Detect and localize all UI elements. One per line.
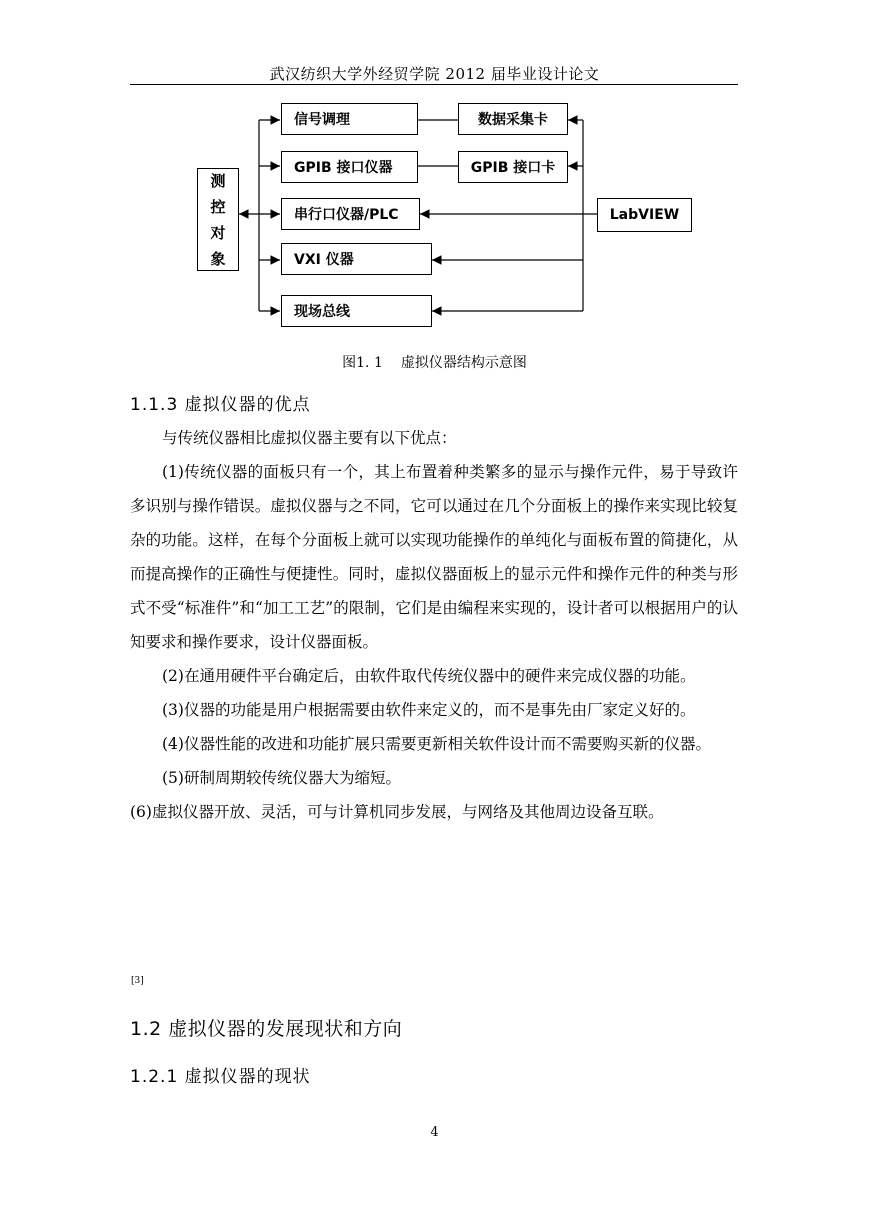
paragraph: (5)研制周期较传统仪器大为缩短。 [162,769,401,787]
target-char: 对 [210,223,226,242]
paragraph: (1)传统仪器的面板只有一个，其上布置着种类繁多的显示与操作元件，易于导致许多识别与操作错误。虚拟仪器与之不同，它可以通过在几个分面板上的操作来实现比较复杂的功能。这样，在每个分面板上就可以实现功能操作的单纯化与面板布置的简捷化，从而提高操作的正确性与便捷性。同时，虚拟仪器面板上的显示元件和操作元件的种类与形式不受“标准件”和“加工工艺”的限制，它们是由编程来实现的，设计者可以根据用户的认知要求和操作要求，设计仪器面板。 [130,463,738,651]
vxi-instrument-box: VXI 仪器 [281,243,432,275]
target-char: 象 [210,249,226,268]
figure-number: 图1. 1 [342,355,383,371]
target-char: 测 [210,171,226,190]
signal-conditioning-box: 信号调理 [281,103,418,135]
gpib-instrument-box: GPIB 接口仪器 [281,151,418,183]
paragraph: (2)在通用硬件平台确定后，由软件取代传统仪器中的硬件来完成仪器的功能。 [162,667,696,685]
target-box [197,168,239,271]
daq-card-box: 数据采集卡 [458,103,568,135]
figure-title: 虚拟仪器结构示意图 [400,355,527,371]
section-heading: 1.2 虚拟仪器的发展现状和方向 [130,1018,403,1040]
body-text [130,421,738,829]
structure-diagram [0,0,869,340]
labview-box: LabVIEW [597,198,692,232]
paragraph: (6)虚拟仪器开放、灵活，可与计算机同步发展，与网络及其他周边设备互联。 [130,803,664,821]
section-heading: 1.1.3 虚拟仪器的优点 [130,395,311,415]
paragraph: (3)仪器的功能是用户根据需要由软件来定义的，而不是事先由厂家定义好的。 [162,701,696,719]
gpib-card-box: GPIB 接口卡 [458,151,568,183]
serial-plc-box: 串行口仪器/PLC [281,198,420,230]
subsection-heading: 1.2.1 虚拟仪器的现状 [130,1067,311,1087]
paragraph: 与传统仪器相比虚拟仪器主要有以下优点： [162,429,457,447]
citation-ref: [3] [131,976,144,986]
fieldbus-box: 现场总线 [281,295,432,327]
paragraph: (4)仪器性能的改进和功能扩展只需要更新相关软件设计而不需要购买新的仪器。 [162,735,711,753]
page-number: 4 [430,1125,439,1140]
figure-caption [0,352,869,372]
target-char: 控 [210,197,226,216]
running-header: 武汉纺织大学外经贸学院 2012 届毕业设计论文 [269,65,600,83]
diagram-connectors [0,0,869,340]
